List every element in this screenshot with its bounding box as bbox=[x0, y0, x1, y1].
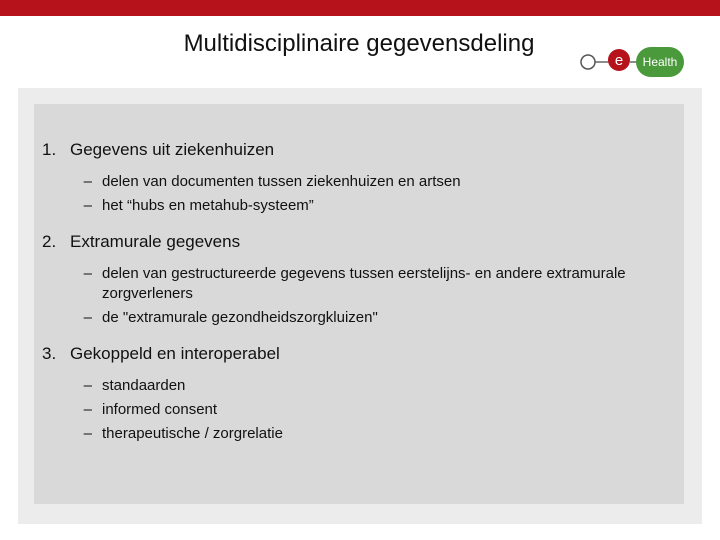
ehealth-logo bbox=[578, 44, 688, 80]
section-2 bbox=[42, 230, 682, 328]
list-item: – de "extramurale gezondheidszorgkluizen" bbox=[83, 309, 378, 326]
list-item: – delen van gestructureerde gegevens tussen eerstelijns- en andere extramurale zorgverleners bbox=[83, 265, 626, 302]
list-item: – therapeutische / zorgrelatie bbox=[83, 425, 283, 442]
section-3 bbox=[42, 342, 682, 444]
outline bbox=[42, 138, 682, 458]
top-accent-bar bbox=[0, 0, 720, 16]
section-title: Gekoppeld en interoperabel bbox=[70, 344, 280, 363]
svg-text:Health: Health bbox=[642, 55, 678, 69]
page-title: Multidisciplinaire gegevensdeling bbox=[183, 30, 535, 57]
section-number: 1. bbox=[42, 140, 57, 159]
svg-text:e: e bbox=[614, 52, 624, 69]
section-1 bbox=[42, 138, 682, 216]
section-title: Gegevens uit ziekenhuizen bbox=[70, 140, 275, 159]
section-number: 2. bbox=[42, 232, 57, 251]
section-title: Extramurale gegevens bbox=[70, 232, 241, 251]
section-number: 3. bbox=[42, 344, 57, 363]
list-item: – het “hubs en metahub-systeem” bbox=[83, 197, 314, 214]
list-item: – delen van documenten tussen ziekenhuizen en artsen bbox=[83, 173, 461, 190]
list-item: – informed consent bbox=[83, 401, 218, 418]
list-item: – standaarden bbox=[83, 377, 186, 394]
